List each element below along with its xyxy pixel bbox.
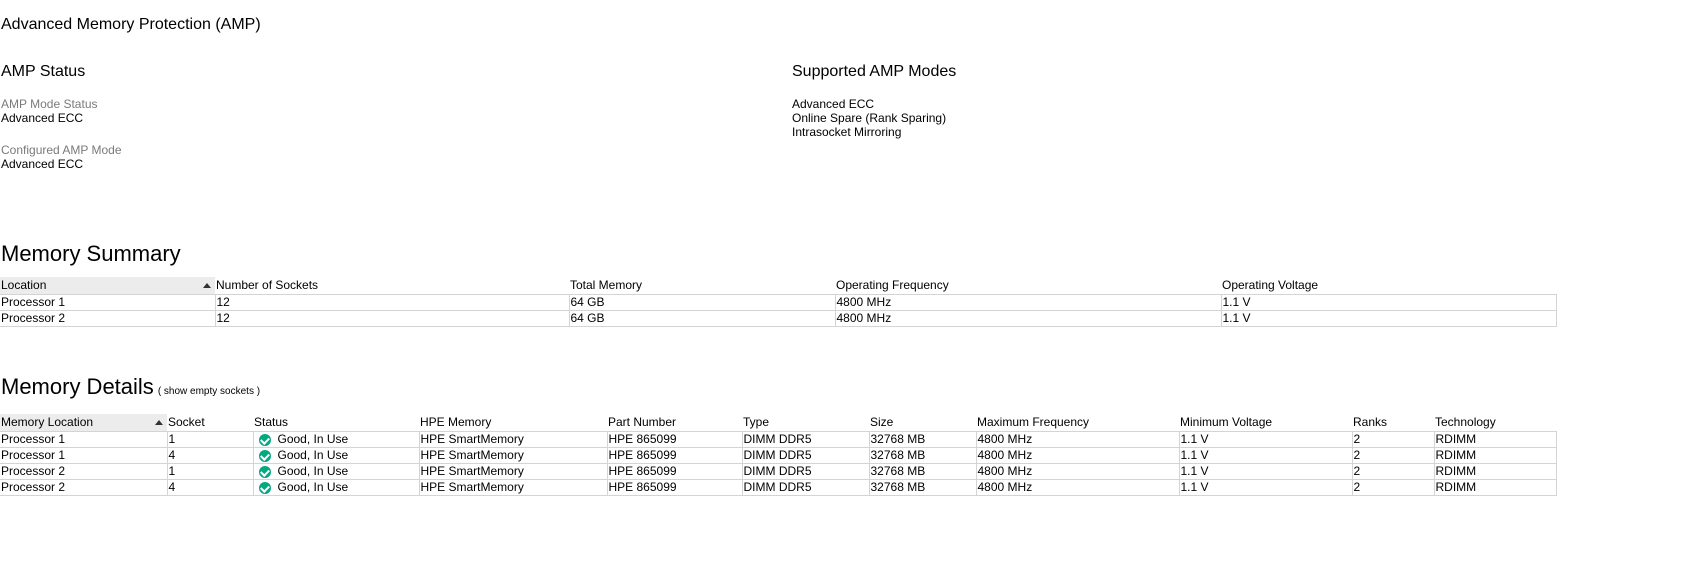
cell-maximum-frequency: 4800 MHz: [976, 480, 1179, 496]
cell-type: DIMM DDR5: [742, 480, 869, 496]
cell-status: [253, 448, 419, 464]
sort-ascending-icon: [203, 283, 211, 288]
cell-operating-frequency: 4800 MHz: [835, 295, 1221, 311]
check-circle-icon: [259, 482, 271, 494]
status-text: Good, In Use: [277, 448, 349, 462]
cell-memory-location: Processor 2: [0, 480, 167, 496]
memory-summary-heading: Memory Summary: [1, 241, 181, 266]
cell-socket: 1: [167, 432, 253, 448]
amp-mode-status-value: Advanced ECC: [1, 111, 84, 125]
cell-technology: RDIMM: [1434, 480, 1556, 496]
supported-amp-modes-list: [792, 97, 946, 139]
cell-operating-voltage: 1.1 V: [1221, 311, 1556, 327]
cell-operating-voltage: 1.1 V: [1221, 295, 1556, 311]
cell-technology: RDIMM: [1434, 464, 1556, 480]
cell-type: DIMM DDR5: [742, 448, 869, 464]
cell-location: Processor 2: [0, 311, 215, 327]
cell-technology: RDIMM: [1434, 432, 1556, 448]
cell-status: [253, 432, 419, 448]
column-header-part-number[interactable]: Part Number: [608, 415, 677, 429]
cell-location: Processor 1: [0, 295, 215, 311]
cell-minimum-voltage: 1.1 V: [1179, 464, 1352, 480]
cell-maximum-frequency: 4800 MHz: [976, 464, 1179, 480]
cell-ranks: 2: [1352, 480, 1434, 496]
cell-part-number: HPE 865099: [607, 432, 742, 448]
cell-type: DIMM DDR5: [742, 432, 869, 448]
configured-amp-mode-value: Advanced ECC: [1, 157, 84, 171]
cell-size: 32768 MB: [869, 448, 976, 464]
amp-title: Advanced Memory Protection (AMP): [1, 16, 261, 33]
memory-summary-table: [0, 277, 1557, 327]
cell-number-of-sockets: 12: [215, 311, 569, 327]
cell-socket: 4: [167, 448, 253, 464]
cell-operating-frequency: 4800 MHz: [835, 311, 1221, 327]
cell-size: 32768 MB: [869, 432, 976, 448]
cell-type: DIMM DDR5: [742, 464, 869, 480]
cell-status: [253, 464, 419, 480]
supported-mode-item: Advanced ECC: [792, 97, 875, 111]
column-header-total-memory[interactable]: Total Memory: [570, 278, 643, 292]
column-header-location[interactable]: Location: [0, 277, 215, 295]
table-row: [0, 295, 1556, 311]
table-header-row: [0, 414, 1556, 432]
column-header-operating-frequency[interactable]: Operating Frequency: [836, 278, 949, 292]
memory-details-heading: [1, 374, 260, 400]
cell-total-memory: 64 GB: [569, 311, 835, 327]
cell-maximum-frequency: 4800 MHz: [976, 432, 1179, 448]
memory-details-title: Memory Details: [1, 374, 154, 399]
cell-socket: 1: [167, 464, 253, 480]
amp-mode-status-label: AMP Mode Status: [1, 97, 98, 111]
memory-details-table: [0, 414, 1557, 496]
cell-socket: 4: [167, 480, 253, 496]
configured-amp-mode-label: Configured AMP Mode: [1, 143, 122, 157]
table-header-row: [0, 277, 1556, 295]
status-text: Good, In Use: [277, 432, 349, 446]
status-text: Good, In Use: [277, 464, 349, 478]
cell-hpe-memory: HPE SmartMemory: [419, 432, 607, 448]
column-header-minimum-voltage[interactable]: Minimum Voltage: [1180, 415, 1273, 429]
cell-total-memory: 64 GB: [569, 295, 835, 311]
cell-part-number: HPE 865099: [607, 480, 742, 496]
supported-amp-modes-heading: Supported AMP Modes: [792, 63, 957, 80]
column-header-type[interactable]: Type: [743, 415, 770, 429]
cell-ranks: 2: [1352, 464, 1434, 480]
cell-maximum-frequency: 4800 MHz: [976, 448, 1179, 464]
sort-ascending-icon: [155, 420, 163, 425]
column-header-status[interactable]: Status: [254, 415, 289, 429]
cell-hpe-memory: HPE SmartMemory: [419, 464, 607, 480]
table-row: [0, 480, 1556, 496]
cell-ranks: 2: [1352, 448, 1434, 464]
show-empty-sockets-link[interactable]: ( show empty sockets ): [157, 386, 261, 397]
cell-hpe-memory: HPE SmartMemory: [419, 480, 607, 496]
column-header-maximum-frequency[interactable]: Maximum Frequency: [977, 415, 1090, 429]
cell-part-number: HPE 865099: [607, 448, 742, 464]
cell-memory-location: Processor 2: [0, 464, 167, 480]
table-row: [0, 464, 1556, 480]
cell-technology: RDIMM: [1434, 448, 1556, 464]
supported-mode-item: Intrasocket Mirroring: [792, 125, 902, 139]
column-header-memory-location[interactable]: Memory Location: [0, 414, 167, 432]
cell-ranks: 2: [1352, 432, 1434, 448]
column-header-hpe-memory[interactable]: HPE Memory: [420, 415, 492, 429]
cell-minimum-voltage: 1.1 V: [1179, 480, 1352, 496]
cell-size: 32768 MB: [869, 464, 976, 480]
supported-mode-item: Online Spare (Rank Sparing): [792, 111, 947, 125]
check-circle-icon: [259, 450, 271, 462]
column-header-size[interactable]: Size: [870, 415, 894, 429]
check-circle-icon: [259, 434, 271, 446]
column-header-operating-voltage[interactable]: Operating Voltage: [1222, 278, 1319, 292]
table-row: [0, 432, 1556, 448]
cell-part-number: HPE 865099: [607, 464, 742, 480]
cell-minimum-voltage: 1.1 V: [1179, 432, 1352, 448]
column-header-ranks[interactable]: Ranks: [1353, 415, 1388, 429]
table-row: [0, 311, 1556, 327]
cell-size: 32768 MB: [869, 480, 976, 496]
cell-status: [253, 480, 419, 496]
cell-number-of-sockets: 12: [215, 295, 569, 311]
table-row: [0, 448, 1556, 464]
column-header-technology[interactable]: Technology: [1435, 415, 1496, 429]
cell-memory-location: Processor 1: [0, 432, 167, 448]
column-header-number-of-sockets[interactable]: Number of Sockets: [216, 278, 319, 292]
check-circle-icon: [259, 466, 271, 478]
cell-minimum-voltage: 1.1 V: [1179, 448, 1352, 464]
amp-status-heading: AMP Status: [1, 63, 86, 80]
cell-memory-location: Processor 1: [0, 448, 167, 464]
column-header-socket[interactable]: Socket: [168, 415, 205, 429]
cell-hpe-memory: HPE SmartMemory: [419, 448, 607, 464]
status-text: Good, In Use: [277, 480, 349, 494]
